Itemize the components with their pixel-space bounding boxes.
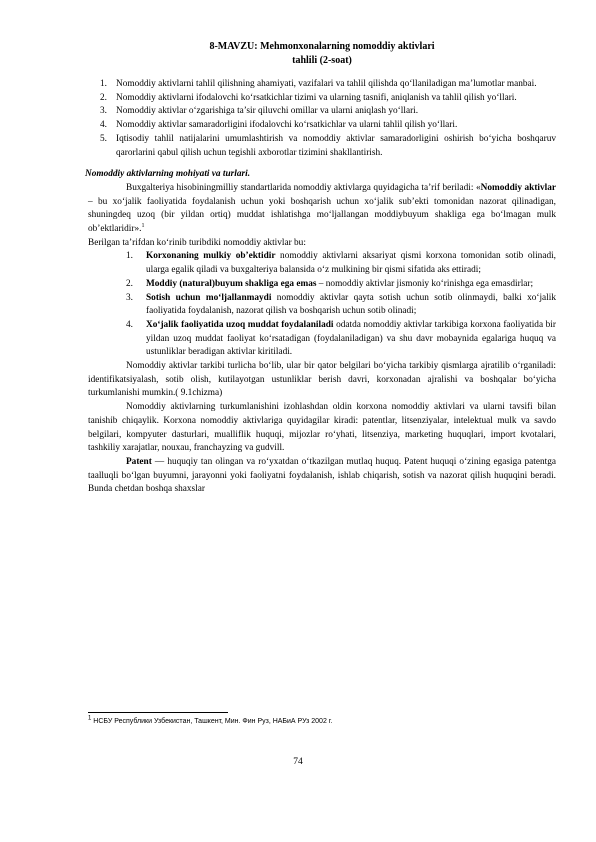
heading-line-1: 8-MAVZU: Mehmonxonalarning nomoddiy aktivlari bbox=[209, 41, 435, 52]
features-list bbox=[88, 250, 556, 360]
topic-number: 4. bbox=[100, 120, 107, 131]
topic-item bbox=[88, 119, 556, 133]
patent-term: Patent bbox=[126, 456, 152, 467]
footnote-reference[interactable]: 1 bbox=[141, 222, 145, 229]
definition-paragraph bbox=[88, 182, 556, 237]
composition-paragraph: Nomoddiy aktivlar tarkibi turlicha bo‘lib, ular bir qator belgilari bo‘yicha tarkibiy qismlarga ajratilib o‘rganiladi: identifikatsiyalash, sotib olish, kutilayotgan ustunliklar berish davri, korxonadan ajralishi va boshqalar bo‘yicha turkumlanishi mumkin.( 9.1chizma) bbox=[88, 361, 556, 399]
feature-title: Moddiy (natural)buyum shakliga ega emas bbox=[146, 278, 317, 289]
patent-paragraph bbox=[88, 456, 556, 497]
feature-number: 1. bbox=[126, 251, 133, 262]
topic-text: Nomoddiy aktivlar samaradorligini ifodalovchi ko‘rsatkichlar va ularni tahlil qilish yo‘llari. bbox=[116, 120, 458, 131]
feature-number: 4. bbox=[126, 319, 133, 330]
topic-number: 5. bbox=[100, 133, 107, 144]
definition-term: Nomoddiy aktivlar bbox=[480, 182, 556, 193]
page-number: 74 bbox=[293, 757, 303, 767]
section-title: Nomoddiy aktivlarning mohiyati va turlari. bbox=[85, 169, 251, 180]
feature-title: Korxonaning mulkiy ob’ektidir bbox=[146, 251, 276, 262]
topic-number: 3. bbox=[100, 106, 107, 117]
topic-item bbox=[88, 133, 556, 160]
feature-item bbox=[88, 278, 556, 292]
feature-number: 3. bbox=[126, 292, 133, 303]
footnote-divider bbox=[88, 712, 228, 713]
topic-text: Nomoddiy aktivlarni tahlil qilishning ahamiyati, vazifalari va tahlil qilishda qo‘llaniladigan ma’lumotlar manbai. bbox=[116, 79, 537, 89]
features-intro: Berilgan ta’rifdan ko‘rinib turibdiki nomoddiy aktivlar bu: bbox=[88, 237, 306, 248]
feature-number: 2. bbox=[126, 278, 133, 289]
footnote bbox=[88, 717, 558, 727]
definition-text-end: – bu xo‘jalik faoliyatida foydalanish uchun yoki boshqarish uchun xo‘jalik sub’ekti tomonidan nazorat qilinadigan, shuningdeq uzoq (bir yildan ortiq) muddat ishlatishga mo‘ljallangan moddiybuyum shakliga ega bo‘lmagan mulk ob’ektlaridir». bbox=[88, 196, 556, 235]
classification-paragraph: Nomoddiy aktivlarning turkumlanishini izohlashdan oldin korxona nomoddiy aktivlari va ularni tavsifi bilan tanishib chiqaylik. Korxona nomoddiy aktivlariga quyidagilar kiradi: patentlar, litsenziyalar, intelektual mulk va savdo belgilari, kompyuter dasturlari, mualliflik huquqi, mijozlar ro‘yhati, litsenziya, marketing huquqlari, import kvotalari, tashkiliy xarajatlar, nouxau, franchayzing va gudvill. bbox=[88, 402, 556, 454]
feature-title: Sotish uchun mo‘ljallanmaydi bbox=[146, 292, 272, 303]
feature-text: nomoddiy aktivlar qayta sotish uchun sotib olinmaydi, balki xo‘jalik faoliyatida foydalanish, nazorat qilish va boshqarish uchun sotib olinadi; bbox=[146, 292, 557, 317]
footnote-marker: 1 bbox=[88, 715, 92, 722]
topic-number: 1. bbox=[100, 79, 107, 89]
topic-number: 2. bbox=[100, 92, 107, 103]
topic-item bbox=[88, 78, 556, 92]
topic-text: Nomoddiy aktivlarni ifodalovchi ko‘rsatkichlar tizimi va ularning tasnifi, aniqlanish va tahlil qilish yo‘llari. bbox=[116, 92, 517, 103]
topics-list bbox=[88, 78, 556, 160]
topic-text: Nomoddiy aktivlar o‘zgarishiga ta’sir qiluvchi omillar va ularni aniqlash yo‘llari. bbox=[116, 106, 419, 117]
feature-text: odatda nomoddiy aktivlar tarkibiga korxona faoliyatida bir yildan uzoq muddat faoliyat ko‘rsatadigan (foydalaniladigan) va shu davr mobaynida egalariga huquq va ustunliklar beradigan aktivlar kiritiladi. bbox=[146, 319, 556, 358]
feature-text: – nomoddiy aktivlar jismoniy ko‘rinishga ega emasdirlar; bbox=[316, 278, 534, 289]
topic-item bbox=[88, 92, 556, 106]
feature-text: nomoddiy aktivlarni aksariyat qismi korxona tomonidan sotib olinadi, ularga egalik qiladi va buxgalteriya balansida o‘z mulkining bir qismi sifatida aks ettiradi; bbox=[146, 251, 557, 276]
footnote-text: НСБУ Республики Узбекистан, Ташкент, Мин. Фин Руз, НАБиА РУз 2002 г. bbox=[91, 718, 333, 725]
feature-item bbox=[88, 319, 556, 360]
topic-item bbox=[88, 105, 556, 119]
feature-title: Xo‘jalik faoliyatida uzoq muddat foydalaniladi bbox=[146, 319, 334, 330]
feature-item bbox=[88, 250, 556, 277]
definition-text-start: Buxgalteriya hisobiningmilliy standartlarida nomoddiy aktivlarga quyidagicha ta’rif beriladi: « bbox=[126, 182, 481, 193]
topic-text: Iqtisodiy tahlil natijalarini umumlashtirish va nomoddiy aktivlar samaradorligini oshirish bo‘yicha boshqaruv qarorlarini qabul qilish uchun tegishli axborotlar tizimini shakllantirish. bbox=[116, 133, 556, 158]
patent-text: — huquqiy tan olingan va ro‘yxatdan o‘tkazilgan mutlaq huquq. Patent huquqi o‘zining egasiga patentga taalluqli bo‘lgan buyumni, jarayonni yoki faoliyatni foydalanish, ishlab chiqarish, sotish va nazorat qilish huquqini beradi. Bunda chetdan boshqa shaxslar bbox=[88, 456, 556, 495]
heading-line-2: tahlili (2-soat) bbox=[292, 55, 352, 66]
feature-item bbox=[88, 292, 556, 319]
